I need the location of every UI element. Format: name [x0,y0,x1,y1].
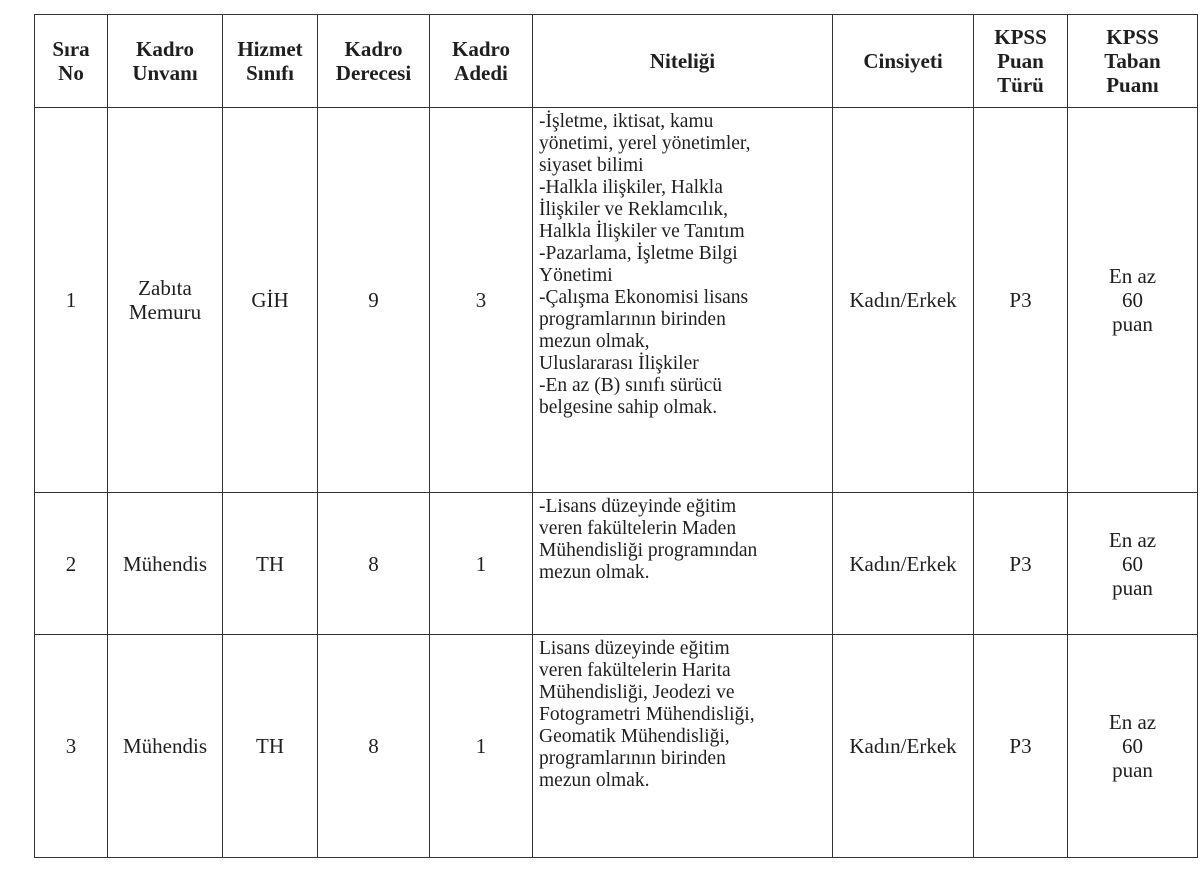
cell-cinsiyeti: Kadın/Erkek [833,108,974,493]
table-row [35,493,1198,635]
cell-sira-no: 3 [35,635,108,858]
cell-hizmet-sinifi: GİH [223,108,318,493]
cell-sira-no: 1 [35,108,108,493]
table-row [35,108,1198,493]
header-kpss-puan-turu: KPSS Puan Türü [974,15,1068,108]
header-cinsiyeti: Cinsiyeti [833,15,974,108]
cell-niteligi: -Lisans düzeyinde eğitim veren fakültelerin Maden Mühendisliği programından mezun olmak. [533,493,833,635]
header-kadro-unvani: Kadro Unvanı [108,15,223,108]
cell-kadro-adedi: 1 [430,635,533,858]
cell-hizmet-sinifi: TH [223,635,318,858]
header-kpss-taban-puani: KPSS Taban Puanı [1068,15,1198,108]
cell-niteligi: Lisans düzeyinde eğitim veren fakültelerin Harita Mühendisliği, Jeodezi ve Fotogrametri Mühendisliği, Geomatik Mühendisliği, programlarının birinden mezun olmak. [533,635,833,858]
cell-hizmet-sinifi: TH [223,493,318,635]
cell-kadro-derecesi: 9 [318,108,430,493]
cell-kpss-taban-puani: En az 60 puan [1068,635,1198,858]
header-row [35,15,1198,108]
cell-kpss-puan-turu: P3 [974,493,1068,635]
cell-cinsiyeti: Kadın/Erkek [833,493,974,635]
header-niteligi: Niteliği [533,15,833,108]
cell-kadro-unvani: Mühendis [108,635,223,858]
header-kadro-derecesi: Kadro Derecesi [318,15,430,108]
cell-kadro-unvani: Zabıta Memuru [108,108,223,493]
cell-sira-no: 2 [35,493,108,635]
cell-kpss-puan-turu: P3 [974,635,1068,858]
cell-kpss-taban-puani: En az 60 puan [1068,108,1198,493]
header-sira-no: Sıra No [35,15,108,108]
cell-kadro-derecesi: 8 [318,493,430,635]
header-hizmet-sinifi: Hizmet Sınıfı [223,15,318,108]
cell-kadro-unvani: Mühendis [108,493,223,635]
cell-kpss-taban-puani: En az 60 puan [1068,493,1198,635]
kadro-table [34,14,1198,858]
cell-kadro-derecesi: 8 [318,635,430,858]
cell-kadro-adedi: 3 [430,108,533,493]
cell-kpss-puan-turu: P3 [974,108,1068,493]
cell-cinsiyeti: Kadın/Erkek [833,635,974,858]
header-kadro-adedi: Kadro Adedi [430,15,533,108]
table-row [35,635,1198,858]
cell-kadro-adedi: 1 [430,493,533,635]
cell-niteligi: -İşletme, iktisat, kamu yönetimi, yerel yönetimler, siyaset bilimi -Halkla ilişkiler, Halkla İlişkiler ve Reklamcılık, Halkla İlişkiler ve Tanıtım -Pazarlama, İşletme Bilgi Yönetimi -Çalışma Ekonomisi lisans programlarının birinden mezun olmak, Uluslararası İlişkiler -En az (B) sınıfı sürücü belgesine sahip olmak. [533,108,833,493]
